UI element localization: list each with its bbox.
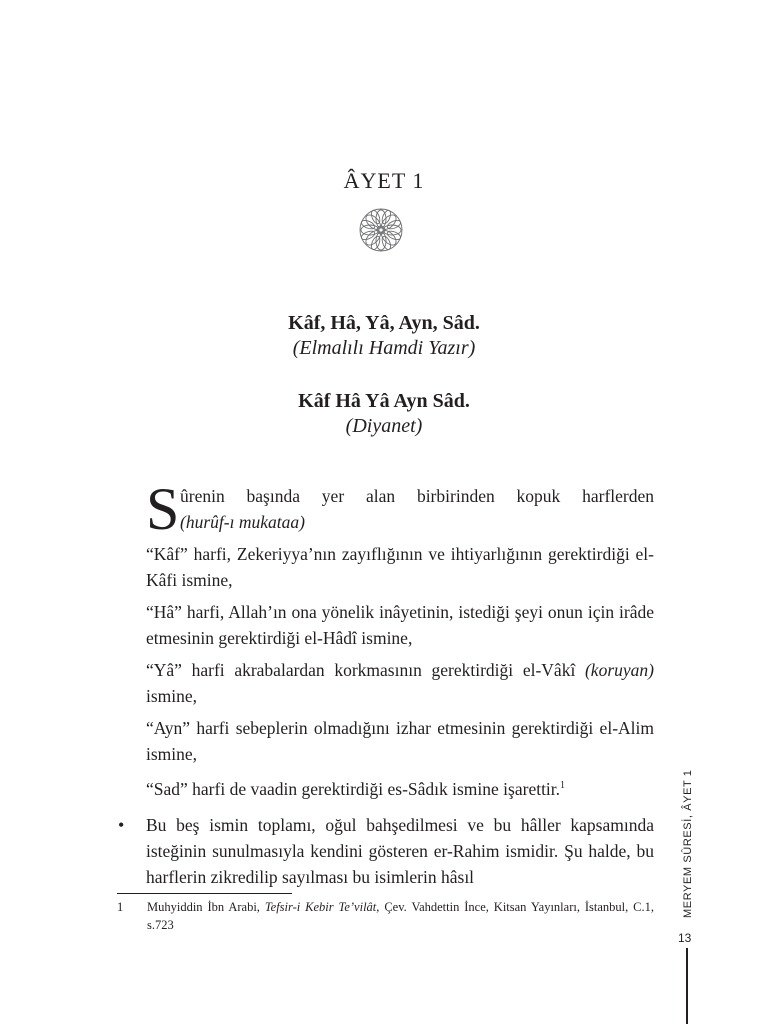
- paragraph-ya-end: ismine,: [146, 686, 198, 706]
- letter-explanations: [146, 541, 654, 808]
- page-number: 13: [678, 931, 692, 945]
- paragraph-ha: “Hâ” harfi, Allah’ın ona yönelik inâyetinin, istediği şeyi onun için irâde etmesinin gerektirdiği el-Hâdî ismine,: [146, 602, 654, 648]
- verse-text: Kâf, Hâ, Yâ, Ayn, Sâd.: [288, 312, 480, 334]
- rosette-ornament-icon: [358, 207, 404, 253]
- intro-line: ûrenin başında yer alan birbirinden kopuk harflerden: [180, 486, 654, 506]
- running-head-text: MERYEM SÛRESİ, ÂYET 1: [682, 769, 694, 918]
- paragraph-ayn: “Ayn” harfi sebeplerin olmadığını izhar etmesinin gerektirdiği el-Alim ismine,: [146, 718, 654, 764]
- drop-cap: S: [146, 476, 180, 542]
- footnote-text: [147, 898, 654, 934]
- paragraph-ya-italic: (koruyan): [584, 660, 654, 680]
- bullet-item: [118, 812, 654, 890]
- footnote-details: , Çev. Vahdettin İnce, Kitsan Yayınları, İstanbul, C.1, s.723: [147, 900, 654, 932]
- verse-source: (Elmalılı Hamdi Yazır): [292, 337, 476, 359]
- footnote: [117, 898, 654, 934]
- footnote-number: 1: [117, 900, 124, 914]
- intro-line-italic: (hurûf-ı mukataa): [180, 512, 305, 532]
- paragraph-sad-text: “Sad” harfi de vaadin gerektirdiği es-Sâdık ismine işarettir.: [146, 778, 561, 799]
- running-head: [670, 769, 710, 918]
- chapter-title: ÂYET 1: [343, 168, 425, 193]
- verse-translation-2: [0, 390, 768, 438]
- paragraph-ya: [146, 657, 654, 709]
- verse-source: (Diyanet): [345, 415, 423, 437]
- bullet-icon: •: [118, 815, 125, 835]
- verse-text: Kâf Hâ Yâ Ayn Sâd.: [298, 390, 470, 412]
- footnote-title: Tefsir-i Kebir Te’vilât: [264, 900, 377, 914]
- page-edge-rule: [686, 948, 688, 1024]
- footnote-author: Muhyiddin İbn Arabi,: [147, 900, 265, 914]
- intro-paragraph: [146, 476, 654, 542]
- verse-translation-1: [0, 312, 768, 360]
- paragraph-kaf: “Kâf” harfi, Zekeriyya’nın zayıflığının ve ihtiyarlığının gerektirdiği el-Kâfi ismine,: [146, 544, 654, 590]
- bullet-text: Bu beş ismin toplamı, oğul bahşedilmesi ve bu hâller kapsamında isteğinin sunulmasıyla kendini gösteren er-Rahim ismidir. Şu halde, bu harflerin zikredilip sayılması bu isimlerin hâsıl: [146, 815, 654, 887]
- footnote-divider: [117, 893, 292, 894]
- paragraph-sad: [146, 773, 654, 802]
- paragraph-ya-text: “Yâ” harfi akrabalardan korkmasının gerektirdiği el-Vâkî: [146, 660, 585, 680]
- footnote-reference[interactable]: 1: [560, 780, 566, 791]
